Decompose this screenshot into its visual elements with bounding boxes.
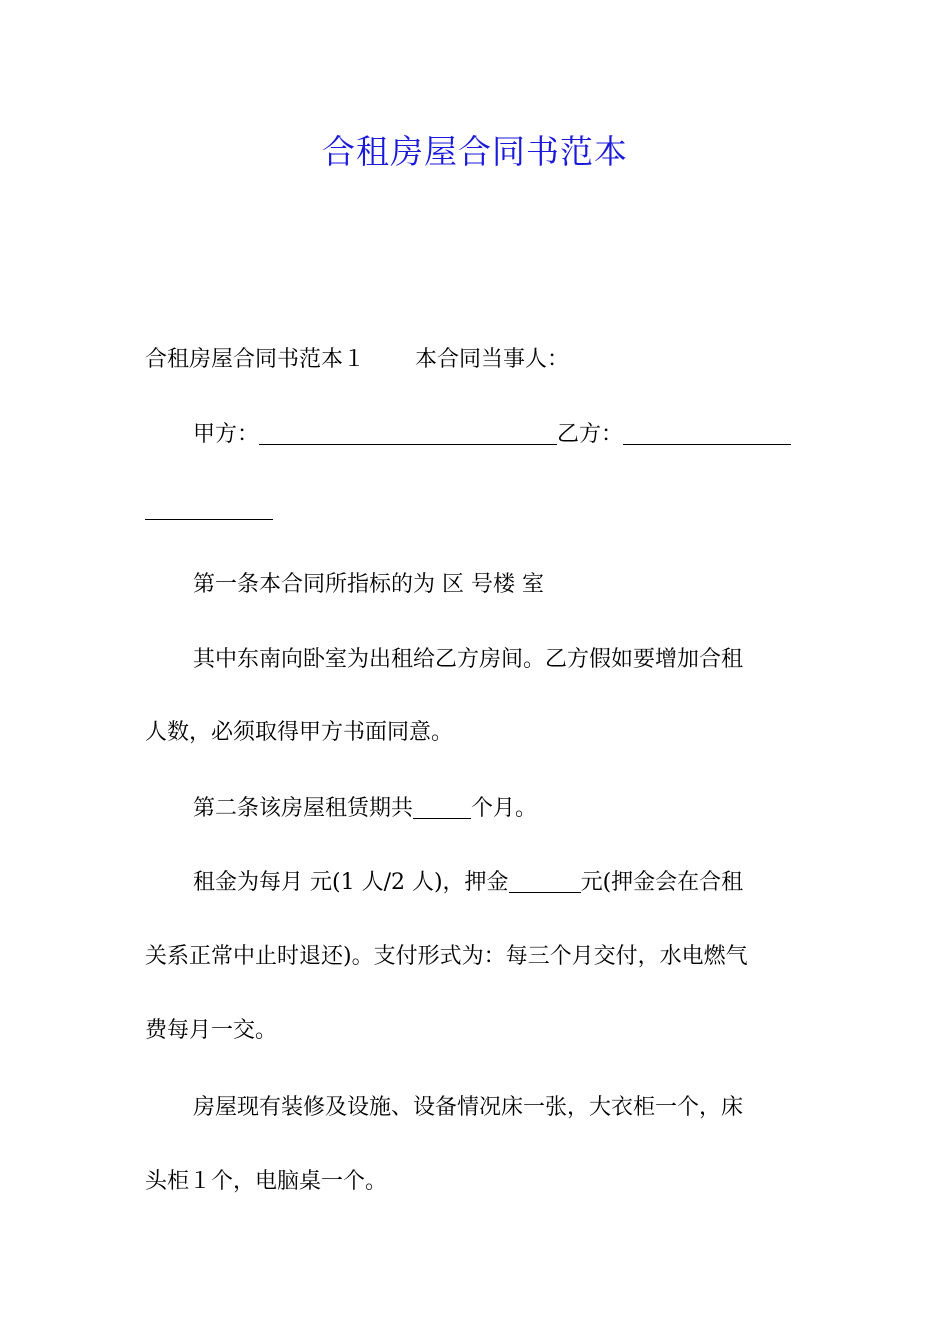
rent-paragraph-line-2: 关系正常中止时退还)。支付形式为：每三个月交付，水电燃气 xyxy=(145,944,748,969)
rent-paragraph-line-1 xyxy=(193,863,810,903)
article-2-suffix: 个月。 xyxy=(471,796,538,821)
party-b-blank-continuation-line xyxy=(145,490,810,530)
contract-heading-line xyxy=(145,340,810,380)
facilities-paragraph-line-2: 头柜１个，电脑桌一个。 xyxy=(145,1169,388,1194)
party-b-blank-continued xyxy=(145,493,273,520)
party-b-blank xyxy=(623,418,791,445)
article-2-text: 第二条该房屋租赁期共 xyxy=(193,796,414,821)
contract-subtitle: 合租房屋合同书范本１ xyxy=(145,347,366,372)
rent-text: 租金为每月 元(1 人/2 人)，押金 xyxy=(193,870,509,895)
party-a-label: 甲方： xyxy=(193,422,260,447)
parties-line xyxy=(193,415,810,455)
rent-paragraph-line-3: 费每月一交。 xyxy=(145,1018,278,1043)
document-title: 合租房屋合同书范本 xyxy=(322,132,628,171)
party-a-blank xyxy=(259,418,557,445)
article-1: 第一条本合同所指标的为 区 号楼 室 xyxy=(193,572,544,597)
lease-months-blank xyxy=(413,792,471,819)
deposit-text: 元(押金会在合租 xyxy=(580,870,744,895)
party-b-label: 乙方： xyxy=(557,422,624,447)
deposit-blank xyxy=(509,866,581,893)
room-paragraph-line-1: 其中东南向卧室为出租给乙方房间。乙方假如要增加合租 xyxy=(193,647,744,672)
room-paragraph-line-2: 人数，必须取得甲方书面同意。 xyxy=(145,720,454,745)
facilities-paragraph-line-1: 房屋现有装修及设施、设备情况床一张，大衣柜一个，床 xyxy=(193,1095,744,1120)
article-2 xyxy=(193,789,810,829)
parties-heading: 本合同当事人： xyxy=(415,347,570,372)
